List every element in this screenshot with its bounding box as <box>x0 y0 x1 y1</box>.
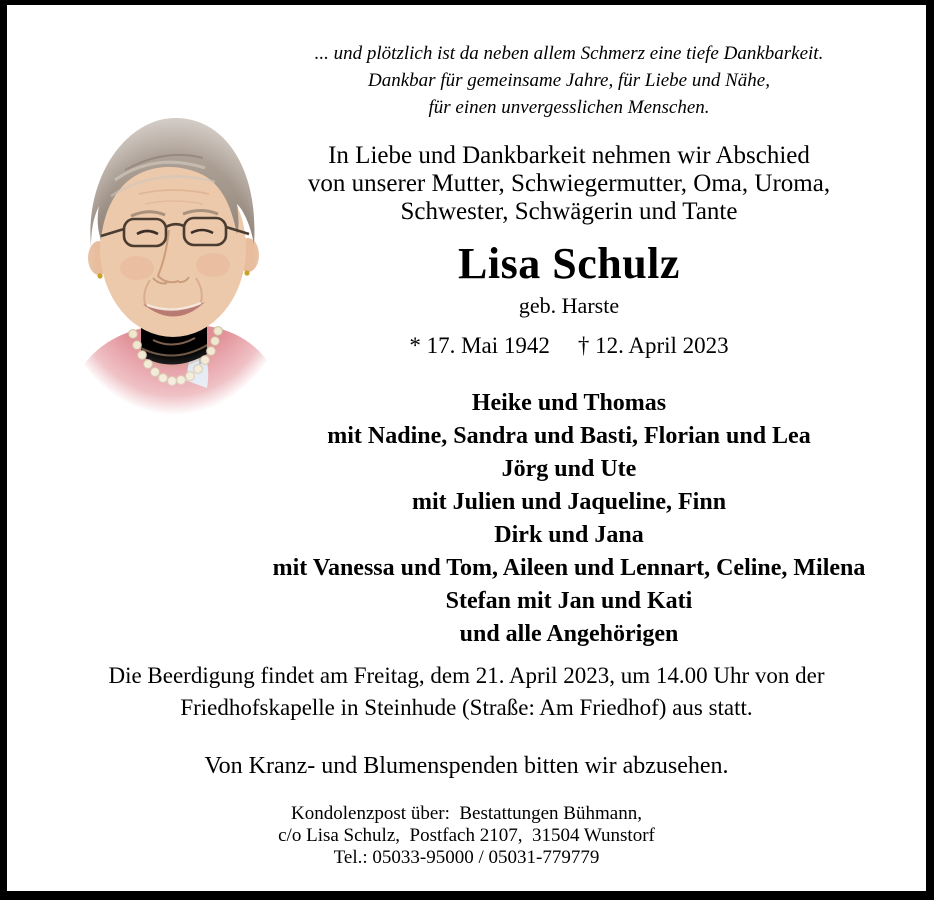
mourners-list <box>207 387 931 651</box>
funeral-line: Die Beerdigung findet am Freitag, dem 21. April 2023, um 14.00 Uhr von der <box>108 663 825 688</box>
mourner-line: Stefan mit Jan und Kati <box>445 588 693 614</box>
maiden-name: geb. Harste <box>518 293 620 318</box>
funeral-details <box>7 660 926 724</box>
deceased-name: Lisa Schulz <box>458 239 680 288</box>
mourner-line: und alle Angehörigen <box>459 621 679 647</box>
funeral-line: Friedhofskapelle in Steinhude (Straße: Am Friedhof) aus statt. <box>180 695 753 720</box>
mourner-line: Heike und Thomas <box>471 390 667 416</box>
mourner-line: mit Vanessa und Tom, Aileen und Lennart, Celine, Milena <box>272 555 866 581</box>
life-dates <box>207 333 931 358</box>
farewell-intro <box>207 142 931 226</box>
birth-date: * 17. Mai 1942 <box>409 333 550 358</box>
death-date: † 12. April 2023 <box>577 333 729 358</box>
mourner-line: Jörg und Ute <box>501 456 637 482</box>
quote-line: ... und plötzlich ist da neben allem Schmerz eine tiefe Dankbarkeit. <box>314 43 824 64</box>
donation-note: Von Kranz- und Blumenspenden bitten wir abzusehen. <box>204 753 729 779</box>
condolence-line: c/o Lisa Schulz, Postfach 2107, 31504 Wunstorf <box>278 825 655 846</box>
mourner-line: mit Julien und Jaqueline, Finn <box>411 489 727 515</box>
quote-line: Dankbar für gemeinsame Jahre, für Liebe und Nähe, <box>368 70 770 91</box>
lower-text-block <box>7 660 926 869</box>
opening-quote <box>207 40 931 121</box>
intro-line: Schwester, Schwägerin und Tante <box>400 198 738 225</box>
mourner-line: mit Nadine, Sandra und Basti, Florian und Lea <box>327 423 811 449</box>
condolence-contact <box>7 803 926 869</box>
mourner-line: Dirk und Jana <box>494 522 644 548</box>
quote-line: für einen unvergesslichen Menschen. <box>428 97 710 118</box>
intro-line: In Liebe und Dankbarkeit nehmen wir Abschied <box>328 142 810 169</box>
upper-text-column <box>207 40 931 651</box>
condolence-line: Tel.: 05033-95000 / 05031-779779 <box>333 847 600 868</box>
condolence-line: Kondolenzpost über: Bestattungen Bühmann, <box>291 803 642 824</box>
intro-line: von unserer Mutter, Schwiegermutter, Oma, Uroma, <box>307 170 831 197</box>
